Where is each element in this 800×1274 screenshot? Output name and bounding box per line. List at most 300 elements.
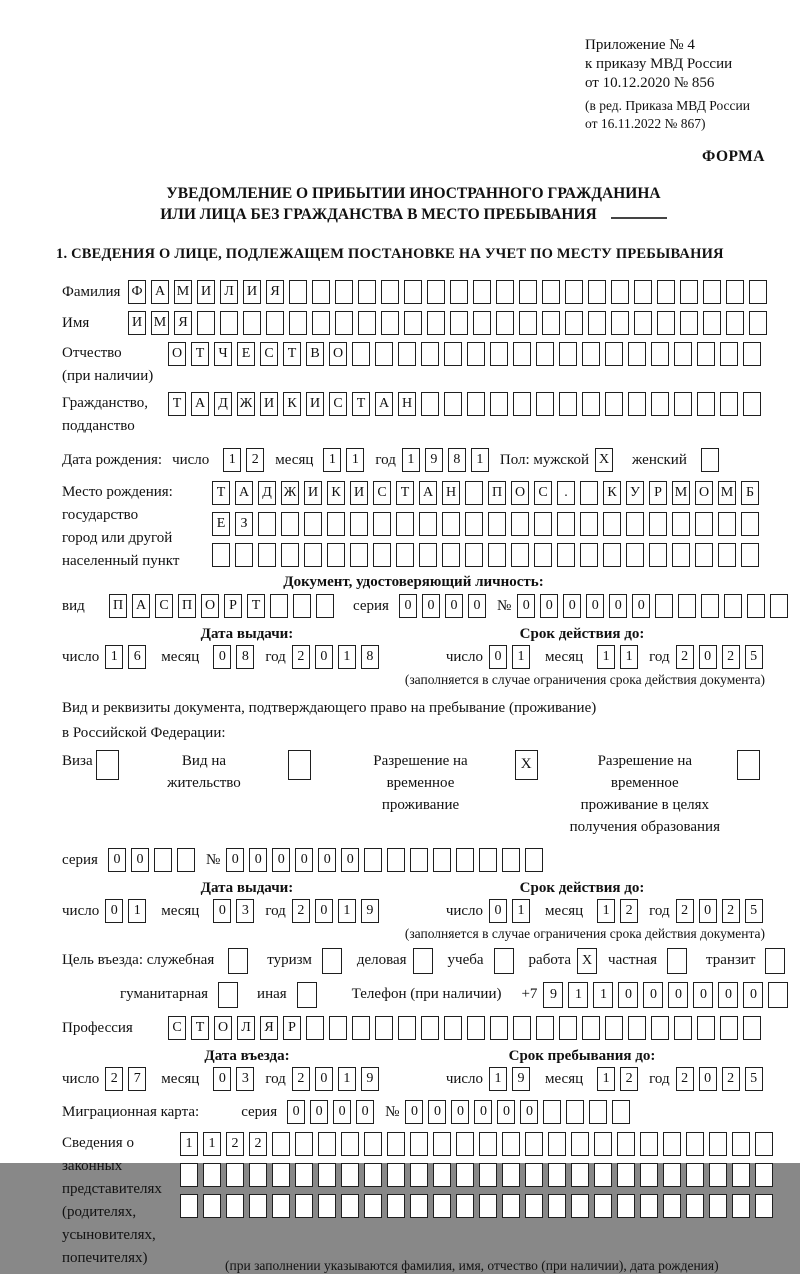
edu-permit-label: Разрешение на временное проживание в целях получения образования (569, 753, 720, 835)
resid-valid-until-heading: Срок действия до: (519, 880, 645, 896)
char-cell (603, 543, 621, 567)
char-cell: 0 (428, 1100, 446, 1124)
char-cell (218, 982, 238, 1008)
birthplace-label: Место рождения: (62, 484, 173, 500)
char-cell (502, 1163, 520, 1187)
char-cell (203, 1194, 221, 1218)
char-cell: Д (214, 392, 232, 416)
char-cell (419, 512, 437, 536)
char-cell (741, 543, 759, 567)
mig-series-label: серия (241, 1104, 278, 1120)
char-cell: 0 (693, 982, 713, 1008)
char-cell (571, 1194, 589, 1218)
char-cell (701, 448, 719, 472)
char-cell (674, 342, 692, 366)
char-cell: Л (237, 1016, 255, 1040)
char-cell (364, 1194, 382, 1218)
char-cell: 1 (346, 448, 364, 472)
char-cell: Т (352, 392, 370, 416)
year-label: год (649, 903, 670, 919)
temp-permit-box (515, 750, 543, 780)
char-cell (726, 311, 744, 335)
char-cell: С (329, 392, 347, 416)
char-cell: 0 (405, 1100, 423, 1124)
char-cell (536, 342, 554, 366)
doc-valid-until-heading: Срок действия до: (519, 626, 645, 642)
char-cell: К (327, 481, 345, 505)
char-cell (421, 342, 439, 366)
char-cell: X (515, 750, 538, 780)
char-cell: С (260, 342, 278, 366)
char-cell: 7 (128, 1067, 146, 1091)
entry-day-cells (105, 1067, 151, 1091)
char-cell (444, 392, 462, 416)
char-cell: И (128, 311, 146, 335)
year-label: год (265, 649, 286, 665)
char-cell (456, 1132, 474, 1156)
char-cell (743, 1016, 761, 1040)
purpose-label: Цель въезда: служебная (62, 952, 215, 968)
char-cell (289, 311, 307, 335)
char-cell: 0 (618, 982, 638, 1008)
char-cell (180, 1163, 198, 1187)
char-cell (212, 543, 230, 567)
repr-note: (при заполнении указываются фамилия, имя, отчество (при наличии), дата рождения) (225, 1258, 719, 1273)
char-cell: 2 (292, 1067, 310, 1091)
profession-row (62, 1016, 765, 1040)
char-cell (695, 512, 713, 536)
char-cell (655, 594, 673, 618)
char-cell: 1 (323, 448, 341, 472)
char-cell: 0 (295, 848, 313, 872)
char-cell: 1 (338, 899, 356, 923)
char-cell: А (235, 481, 253, 505)
char-cell: 0 (520, 1100, 538, 1124)
char-cell: И (306, 392, 324, 416)
char-cell (628, 342, 646, 366)
char-cell (381, 311, 399, 335)
char-cell (304, 512, 322, 536)
purpose-humanitarian-box (218, 982, 243, 1008)
char-cell (341, 1132, 359, 1156)
tourism-label: туризм (267, 952, 312, 968)
day-label: число (62, 903, 100, 919)
char-cell (770, 594, 788, 618)
birth-month-cells (323, 448, 369, 472)
char-cell (594, 1132, 612, 1156)
char-cell (634, 280, 652, 304)
char-cell (312, 280, 330, 304)
char-cell: З (235, 512, 253, 536)
phone-cells (543, 982, 793, 1008)
char-cell: 2 (292, 899, 310, 923)
id-doc-row (62, 594, 765, 618)
char-cell (525, 1132, 543, 1156)
char-cell: 1 (512, 899, 530, 923)
char-cell (421, 392, 439, 416)
char-cell (490, 342, 508, 366)
char-cell (649, 512, 667, 536)
char-cell (479, 1132, 497, 1156)
char-cell (628, 1016, 646, 1040)
resid-permit-label: Вид на жительство (167, 753, 241, 791)
char-cell (502, 848, 520, 872)
resid-issue-date-heading: Дата выдачи: (200, 880, 294, 896)
char-cell: 9 (543, 982, 563, 1008)
migration-card-label: Миграционная карта: (62, 1104, 200, 1120)
char-cell (352, 1016, 370, 1040)
ref-line: от 10.12.2020 № 856 (585, 75, 715, 91)
char-cell (626, 543, 644, 567)
citizenship-label1: Гражданство, (62, 395, 149, 411)
char-cell (450, 280, 468, 304)
char-cell: И (350, 481, 368, 505)
mig-number-cells (405, 1100, 635, 1124)
resid-issue-year-cells (292, 899, 384, 923)
char-cell: 0 (517, 594, 535, 618)
char-cell (534, 512, 552, 536)
char-cell: 0 (356, 1100, 374, 1124)
char-cell: 2 (676, 899, 694, 923)
char-cell (709, 1132, 727, 1156)
char-cell: С (373, 481, 391, 505)
char-cell: 0 (310, 1100, 328, 1124)
char-cell (657, 280, 675, 304)
sex-female-box (701, 448, 724, 472)
char-cell (582, 1016, 600, 1040)
title-blank-line (611, 204, 667, 219)
char-cell (580, 512, 598, 536)
char-cell (177, 848, 195, 872)
char-cell (737, 750, 760, 780)
char-cell (513, 1016, 531, 1040)
char-cell: 8 (448, 448, 466, 472)
char-cell: 0 (451, 1100, 469, 1124)
char-cell: 2 (226, 1132, 244, 1156)
char-cell: 2 (722, 645, 740, 669)
year-label: год (649, 649, 670, 665)
char-cell (249, 1163, 267, 1187)
char-cell (611, 311, 629, 335)
migration-card-row (62, 1100, 765, 1124)
char-cell: А (151, 280, 169, 304)
char-cell: П (178, 594, 196, 618)
char-cell (410, 1194, 428, 1218)
char-cell: О (168, 342, 186, 366)
char-cell: 1 (128, 899, 146, 923)
char-cell: 0 (489, 645, 507, 669)
day-label: число (62, 1071, 100, 1087)
char-cell (663, 1194, 681, 1218)
char-cell (511, 512, 529, 536)
char-cell: А (132, 594, 150, 618)
char-cell (765, 948, 785, 974)
char-cell (465, 481, 483, 505)
char-cell: 0 (249, 848, 267, 872)
char-cell (617, 1194, 635, 1218)
char-cell: О (329, 342, 347, 366)
char-cell: 0 (105, 899, 123, 923)
char-cell: С (534, 481, 552, 505)
char-cell (755, 1194, 773, 1218)
resid-number-cells (226, 848, 548, 872)
char-cell: Я (174, 311, 192, 335)
char-cell: 0 (226, 848, 244, 872)
resid-issue-month-cells (213, 899, 259, 923)
char-cell: Я (266, 280, 284, 304)
visa-box (96, 750, 124, 780)
char-cell (272, 1163, 290, 1187)
purpose-official-box (228, 948, 253, 974)
resid-valid-month-cells (597, 899, 643, 923)
char-cell (228, 948, 248, 974)
year-label: год (265, 1071, 286, 1087)
char-cell (543, 1100, 561, 1124)
char-cell (502, 1194, 520, 1218)
char-cell (396, 512, 414, 536)
name-label: Имя (62, 315, 90, 331)
char-cell (467, 342, 485, 366)
name-row (62, 311, 765, 335)
char-cell (467, 1016, 485, 1040)
char-cell (674, 392, 692, 416)
surname-row (62, 280, 765, 304)
char-cell (295, 1163, 313, 1187)
char-cell: 0 (474, 1100, 492, 1124)
char-cell: С (168, 1016, 186, 1040)
char-cell (588, 280, 606, 304)
char-cell: П (109, 594, 127, 618)
char-cell (479, 848, 497, 872)
char-cell: Н (398, 392, 416, 416)
birthplace-block (62, 481, 765, 574)
char-cell: 1 (402, 448, 420, 472)
char-cell (433, 1194, 451, 1218)
char-cell: К (603, 481, 621, 505)
char-cell (678, 594, 696, 618)
month-label: месяц (161, 903, 200, 919)
char-cell: И (304, 481, 322, 505)
char-cell: 2 (722, 899, 740, 923)
char-cell (611, 280, 629, 304)
phone-label: Телефон (при наличии) (351, 986, 502, 1002)
entry-date-heading: Дата въезда: (204, 1048, 290, 1064)
char-cell (680, 280, 698, 304)
ref-edit-line: от 16.11.2022 № 867) (585, 116, 706, 131)
char-cell (358, 311, 376, 335)
birthplace-state-label: государство (62, 507, 139, 523)
char-cell (749, 311, 767, 335)
char-cell (732, 1163, 750, 1187)
purpose-business-box (413, 948, 438, 974)
month-label: месяц (545, 903, 584, 919)
char-cell: 0 (213, 1067, 231, 1091)
char-cell (387, 1132, 405, 1156)
char-cell (720, 1016, 738, 1040)
order-reference (585, 36, 765, 133)
char-cell: О (201, 594, 219, 618)
form-title-line2: ИЛИ ЛИЦА БЕЗ ГРАЖДАНСТВА В МЕСТО ПРЕБЫВАНИЯ (62, 204, 765, 225)
char-cell: 0 (489, 899, 507, 923)
char-cell (203, 1163, 221, 1187)
char-cell: 9 (512, 1067, 530, 1091)
char-cell: И (197, 280, 215, 304)
char-cell (465, 543, 483, 567)
repr-label-line: усыновителях, (62, 1227, 156, 1243)
char-cell: 0 (131, 848, 149, 872)
doc-kind-label: вид (62, 598, 85, 614)
char-cell: Е (212, 512, 230, 536)
entry-month-cells (213, 1067, 259, 1091)
resid-issue-day-cells (105, 899, 151, 923)
char-cell (703, 311, 721, 335)
char-cell: 0 (213, 645, 231, 669)
char-cell: 0 (422, 594, 440, 618)
char-cell (605, 1016, 623, 1040)
char-cell: 0 (315, 899, 333, 923)
char-cell: 1 (512, 645, 530, 669)
char-cell (387, 1194, 405, 1218)
char-cell: 2 (249, 1132, 267, 1156)
char-cell (220, 311, 238, 335)
profession-label: Профессия (62, 1020, 133, 1036)
char-cell (697, 342, 715, 366)
char-cell (720, 342, 738, 366)
representatives-block (62, 1132, 765, 1274)
char-cell: 1 (338, 1067, 356, 1091)
char-cell: О (214, 1016, 232, 1040)
char-cell (559, 392, 577, 416)
char-cell (373, 543, 391, 567)
char-cell (667, 948, 687, 974)
private-label: частная (608, 952, 658, 968)
char-cell: 0 (586, 594, 604, 618)
char-cell (697, 392, 715, 416)
char-cell (726, 280, 744, 304)
ref-line: к приказу МВД России (585, 56, 733, 72)
char-cell (318, 1132, 336, 1156)
char-cell (686, 1132, 704, 1156)
char-cell (582, 392, 600, 416)
char-cell (154, 848, 172, 872)
repr-cells-row2 (180, 1163, 778, 1187)
char-cell (536, 1016, 554, 1040)
char-cell (674, 1016, 692, 1040)
char-cell (755, 1163, 773, 1187)
char-cell (341, 1194, 359, 1218)
char-cell (566, 1100, 584, 1124)
char-cell (525, 848, 543, 872)
char-cell (433, 1132, 451, 1156)
char-cell (732, 1132, 750, 1156)
birthplace-city-label2: населенный пункт (62, 553, 180, 569)
char-cell (226, 1163, 244, 1187)
char-cell: X (577, 948, 597, 974)
birthdate-row (62, 448, 765, 472)
char-cell (266, 311, 284, 335)
char-cell: Т (191, 1016, 209, 1040)
char-cell: X (595, 448, 613, 472)
char-cell (743, 342, 761, 366)
char-cell (410, 1163, 428, 1187)
char-cell (450, 311, 468, 335)
char-cell (534, 543, 552, 567)
char-cell (594, 1163, 612, 1187)
citizenship-row (62, 392, 765, 438)
char-cell (433, 848, 451, 872)
char-cell (720, 392, 738, 416)
birthplace-cells-row2 (212, 512, 764, 536)
resid-permit-box (288, 750, 316, 780)
char-cell: У (626, 481, 644, 505)
char-cell (732, 1194, 750, 1218)
char-cell: Ф (128, 280, 146, 304)
char-cell (686, 1163, 704, 1187)
char-cell (479, 1163, 497, 1187)
char-cell (327, 512, 345, 536)
char-cell: 0 (743, 982, 763, 1008)
entry-date-headers (62, 1048, 765, 1065)
char-cell (329, 1016, 347, 1040)
char-cell (442, 543, 460, 567)
char-cell (235, 543, 253, 567)
other-label: иная (257, 986, 287, 1002)
char-cell: 0 (563, 594, 581, 618)
repr-label-line: представителях (62, 1181, 162, 1197)
char-cell (525, 1194, 543, 1218)
work-label: работа (528, 952, 572, 968)
name-cells (128, 311, 772, 335)
char-cell: А (191, 392, 209, 416)
char-cell: 0 (315, 1067, 333, 1091)
char-cell: А (375, 392, 393, 416)
char-cell (304, 543, 322, 567)
char-cell (281, 543, 299, 567)
doc-issue-month-cells (213, 645, 259, 669)
char-cell (663, 1132, 681, 1156)
doc-date-headers (62, 626, 765, 643)
char-cell: О (511, 481, 529, 505)
char-cell: 0 (718, 982, 738, 1008)
char-cell (352, 342, 370, 366)
birthplace-cells-row1 (212, 481, 764, 505)
char-cell (605, 392, 623, 416)
char-cell (293, 594, 311, 618)
resid-doc-line2: в Российской Федерации: (62, 725, 226, 741)
char-cell (640, 1163, 658, 1187)
char-cell (272, 1194, 290, 1218)
char-cell (341, 1163, 359, 1187)
char-cell (663, 1163, 681, 1187)
char-cell (617, 1132, 635, 1156)
char-cell (672, 512, 690, 536)
char-cell: 2 (620, 899, 638, 923)
char-cell (413, 948, 433, 974)
char-cell: К (283, 392, 301, 416)
char-cell: Р (283, 1016, 301, 1040)
char-cell (580, 481, 598, 505)
char-cell: 2 (105, 1067, 123, 1091)
year-label: год (649, 1071, 670, 1087)
char-cell (559, 1016, 577, 1040)
char-cell (387, 848, 405, 872)
char-cell (364, 1132, 382, 1156)
doc-issue-date-heading: Дата выдачи: (200, 626, 294, 642)
doc-issue-year-cells (292, 645, 384, 669)
char-cell (180, 1194, 198, 1218)
doc-valid-year-cells (676, 645, 768, 669)
char-cell (490, 1016, 508, 1040)
